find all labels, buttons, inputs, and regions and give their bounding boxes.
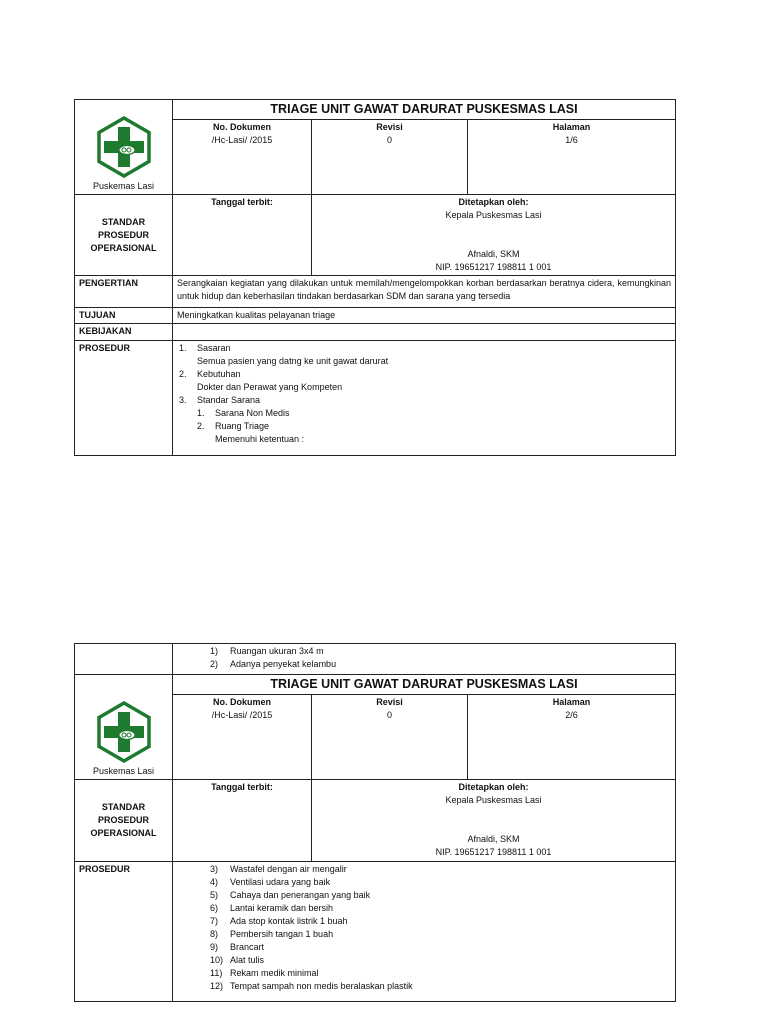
sop-table-page-1 [74,99,676,456]
puskesmas-logo-icon [93,701,155,763]
doc-number-cell [173,120,312,195]
sop-table-page-2 [74,643,676,1002]
doc-number-label: No. Dokumen [212,122,271,132]
approval-cell [312,780,676,862]
approval-cell [312,195,676,276]
logo-cell [75,675,173,780]
list-item: 9) Brancart [210,942,265,952]
prosedur-content [173,341,676,456]
list-item: 2. Kebutuhan [179,369,241,379]
signer-nip: NIP. 19651217 198811 1 001 [435,262,552,272]
tujuan-text: Meningkatkan kualitas pelayanan triage [173,308,676,324]
prosedur-content [173,862,676,1002]
doc-number-cell [173,695,312,780]
sub-list-item: 1. Sarana Non Medis [197,408,290,418]
issue-date-label: Tanggal terbit: [211,197,273,207]
issue-date-cell [173,780,312,862]
signer-name: Afnaldi, SKM [467,834,520,844]
logo-cell [75,100,173,195]
list-item: 8) Pembersih tangan 1 buah [210,929,334,939]
sub-list-detail: Memenuhi ketentuan : [215,434,305,444]
kebijakan-label: KEBIJAKAN [75,324,173,341]
issue-date-cell [173,195,312,276]
tujuan-label: TUJUAN [75,308,173,324]
revision-cell [312,120,468,195]
signer-name: Afnaldi, SKM [467,249,520,259]
list-item: 3. Standar Sarana [179,395,261,405]
signer-nip: NIP. 19651217 198811 1 001 [435,847,552,857]
list-item: 2) Adanya penyekat kelambu [210,659,337,669]
doc-number-value: /Hc-Lasi/ /2015 [211,135,273,145]
doc-number-label: No. Dokumen [212,697,271,707]
list-item: 7) Ada stop kontak listrik 1 buah [210,916,348,926]
continued-list [173,644,676,675]
revision-value: 0 [386,710,392,720]
revision-label: Revisi [376,697,403,707]
sop-label: STANDAR PROSEDUR OPERASIONAL [75,780,173,862]
page-number-cell [468,695,676,780]
pengertian-label: PENGERTIAN [75,276,173,308]
list-item-detail: Dokter dan Perawat yang Kompeten [197,382,343,392]
pengertian-text: Serangkaian kegiatan yang dilakukan untuk memilah/mengelompokkan korban berdasarkan beratnya cidera, kemungkinan untuk hidup dan keberhasilan tindakan berdasarkan SDM dan sarana yang tersedia [173,276,676,308]
page-number-value: 2/6 [565,710,578,720]
list-item: 1) Ruangan ukuran 3x4 m [210,646,324,656]
page-number-label: Halaman [552,122,591,132]
approved-by-label: Ditetapkan oleh: [458,197,529,207]
page-number-label: Halaman [552,697,591,707]
revision-cell [312,695,468,780]
document-title: TRIAGE UNIT GAWAT DARURAT PUSKESMAS LASI [173,100,676,120]
page-number-cell [468,120,676,195]
approved-by-label: Ditetapkan oleh: [458,782,529,792]
doc-number-value: /Hc-Lasi/ /2015 [211,710,273,720]
page-number-value: 1/6 [565,135,578,145]
prosedur-label: PROSEDUR [75,862,173,1002]
list-item-detail: Semua pasien yang datng ke unit gawat darurat [197,356,389,366]
list-item: 10) Alat tulis [210,955,265,965]
list-item: 11) Rekam medik minimal [210,968,319,978]
revision-value: 0 [386,135,392,145]
list-item: 4) Ventilasi udara yang baik [210,877,331,887]
approver-role: Kepala Puskesmas Lasi [445,795,542,805]
issue-date-label: Tanggal terbit: [211,782,273,792]
logo-caption: Puskemas Lasi [92,766,155,776]
document-title: TRIAGE UNIT GAWAT DARURAT PUSKESMAS LASI [173,675,676,695]
kebijakan-text [173,324,676,341]
puskesmas-logo-icon [93,116,155,178]
list-item: 12) Tempat sampah non medis beralaskan plastik [210,981,413,991]
logo-caption: Puskemas Lasi [92,181,155,191]
sub-list-item: 2. Ruang Triage [197,421,270,431]
list-item: 6) Lantai keramik dan bersih [210,903,334,913]
list-item: 1. Sasaran [179,343,231,353]
sop-label: STANDAR PROSEDUR OPERASIONAL [75,195,173,276]
approver-role: Kepala Puskesmas Lasi [445,210,542,220]
list-item: 5) Cahaya dan penerangan yang baik [210,890,371,900]
continued-label-cell [75,644,173,675]
revision-label: Revisi [376,122,403,132]
list-item: 3) Wastafel dengan air mengalir [210,864,347,874]
prosedur-label: PROSEDUR [75,341,173,456]
